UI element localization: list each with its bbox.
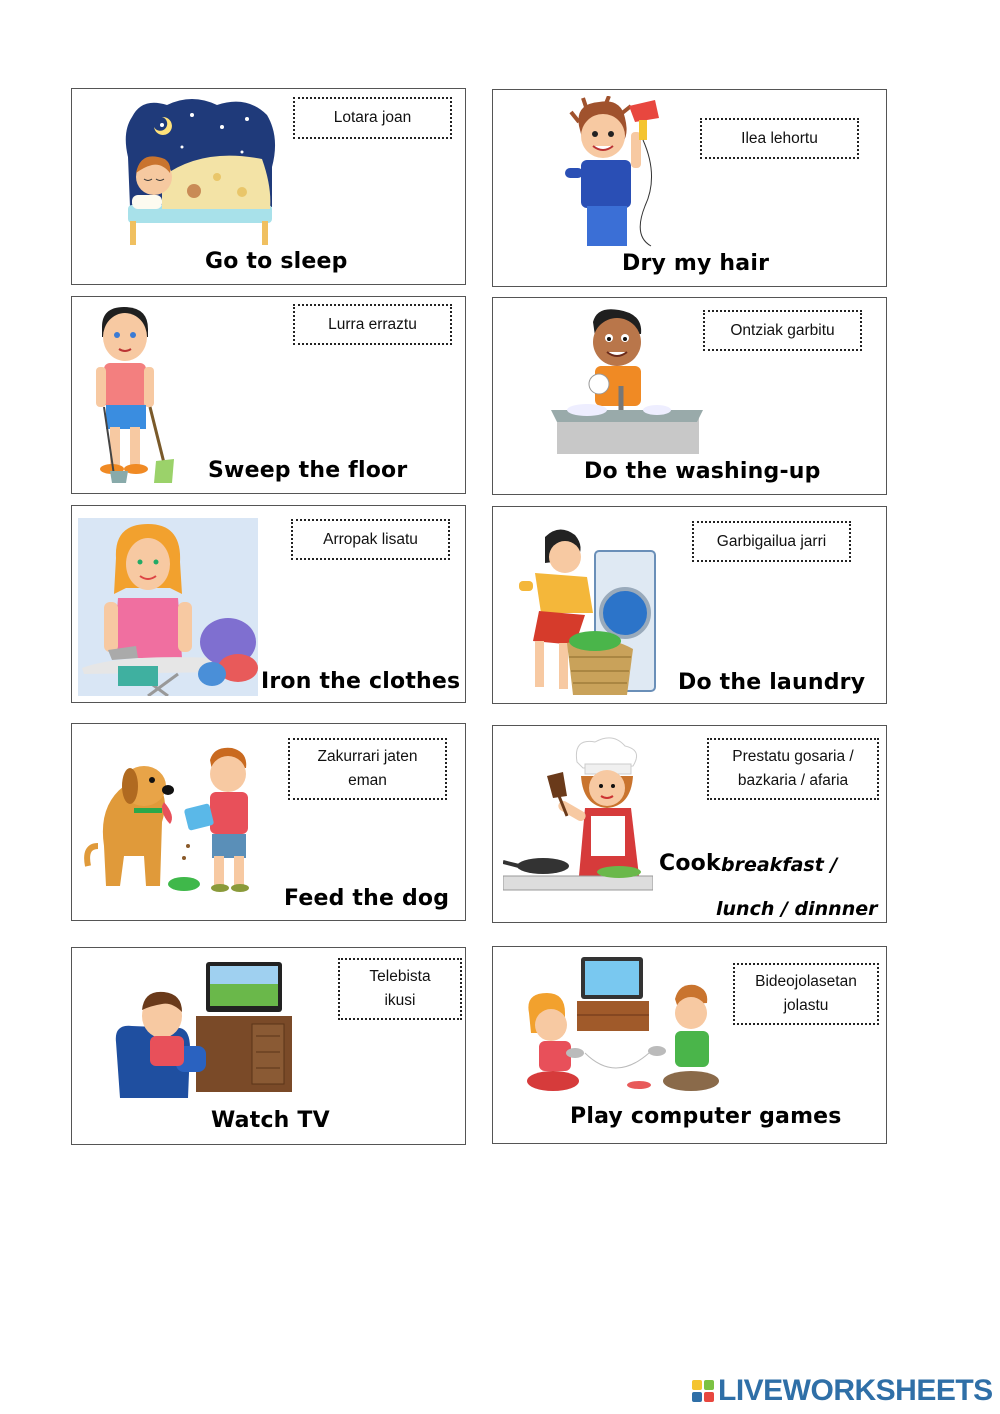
activity-caption: Go to sleep bbox=[205, 249, 348, 274]
activity-caption-meals-2: lunch / dinnner bbox=[716, 898, 878, 920]
girl-cooking-illustration bbox=[503, 736, 653, 894]
boy-drying-hair-illustration bbox=[559, 96, 669, 250]
translation-text: Ilea lehortu bbox=[741, 129, 818, 147]
translation-box bbox=[703, 310, 862, 351]
activity-caption: Sweep the floor bbox=[208, 458, 408, 483]
translation-text-line2: bazkaria / afaria bbox=[737, 772, 849, 789]
liveworksheets-mark-icon bbox=[692, 1380, 714, 1402]
translation-box bbox=[291, 519, 450, 560]
translation-text-line2: ikusi bbox=[384, 992, 416, 1009]
activity-caption: Do the laundry bbox=[678, 670, 866, 695]
logo-square-1 bbox=[692, 1380, 702, 1390]
translation-text: Lotara joan bbox=[333, 109, 412, 126]
liveworksheets-brand-text: LIVEWORKSHEETS bbox=[718, 1374, 993, 1407]
woman-ironing-illustration bbox=[78, 518, 258, 696]
translation-text: Ontziak garbitu bbox=[730, 321, 835, 339]
translation-box bbox=[692, 521, 851, 562]
card-play-computer-games bbox=[492, 946, 887, 1144]
card-sweep-the-floor bbox=[71, 296, 466, 494]
translation-box bbox=[338, 958, 462, 1020]
translation-box bbox=[733, 963, 879, 1025]
kids-playing-video-games-illustration bbox=[525, 953, 731, 1099]
translation-text: Arropak lisatu bbox=[323, 530, 418, 548]
translation-text-line1: Prestatu gosaria / bbox=[732, 748, 854, 765]
translation-text-line2: jolastu bbox=[783, 997, 829, 1014]
card-do-the-washing-up bbox=[492, 297, 887, 495]
translation-text-line2: eman bbox=[348, 772, 387, 789]
boy-feeding-dog-illustration bbox=[84, 746, 256, 896]
boy-sweeping-illustration bbox=[92, 303, 176, 487]
logo-square-3 bbox=[692, 1392, 702, 1402]
sleeping-child-illustration bbox=[122, 97, 278, 249]
activity-caption: Do the washing-up bbox=[584, 459, 821, 484]
activity-caption: Feed the dog bbox=[284, 886, 450, 911]
card-iron-the-clothes bbox=[71, 505, 466, 703]
translation-text: Garbigailua jarri bbox=[716, 532, 827, 550]
boy-washing-dishes-illustration bbox=[547, 306, 703, 458]
translation-box bbox=[288, 738, 447, 800]
card-do-the-laundry bbox=[492, 506, 887, 704]
activity-caption-meals-1: breakfast / bbox=[721, 854, 838, 876]
translation-text-line1: Zakurrari jaten bbox=[317, 748, 418, 765]
activity-caption: Iron the clothes bbox=[261, 669, 461, 694]
activity-caption: Dry my hair bbox=[622, 251, 770, 276]
translation-text-line1: Telebista bbox=[369, 968, 431, 985]
card-cook bbox=[492, 725, 887, 923]
girl-laundry-illustration bbox=[515, 523, 657, 699]
translation-box bbox=[293, 97, 452, 139]
activity-caption: Play computer games bbox=[570, 1104, 842, 1129]
card-go-to-sleep bbox=[71, 88, 466, 285]
translation-box bbox=[700, 118, 859, 159]
activity-caption: Watch TV bbox=[211, 1108, 330, 1133]
translation-box bbox=[707, 738, 879, 800]
translation-box bbox=[293, 304, 452, 345]
boy-watching-tv-illustration bbox=[110, 954, 316, 1102]
logo-square-4 bbox=[704, 1392, 714, 1402]
activity-caption-cook: Cook bbox=[659, 851, 721, 876]
card-dry-my-hair bbox=[492, 89, 887, 287]
card-watch-tv bbox=[71, 947, 466, 1145]
logo-square-2 bbox=[704, 1380, 714, 1390]
translation-text-line1: Bideojolasetan bbox=[755, 973, 857, 990]
liveworksheets-logo[interactable] bbox=[692, 1374, 993, 1408]
card-feed-the-dog bbox=[71, 723, 466, 921]
translation-text: Lurra erraztu bbox=[328, 315, 417, 333]
